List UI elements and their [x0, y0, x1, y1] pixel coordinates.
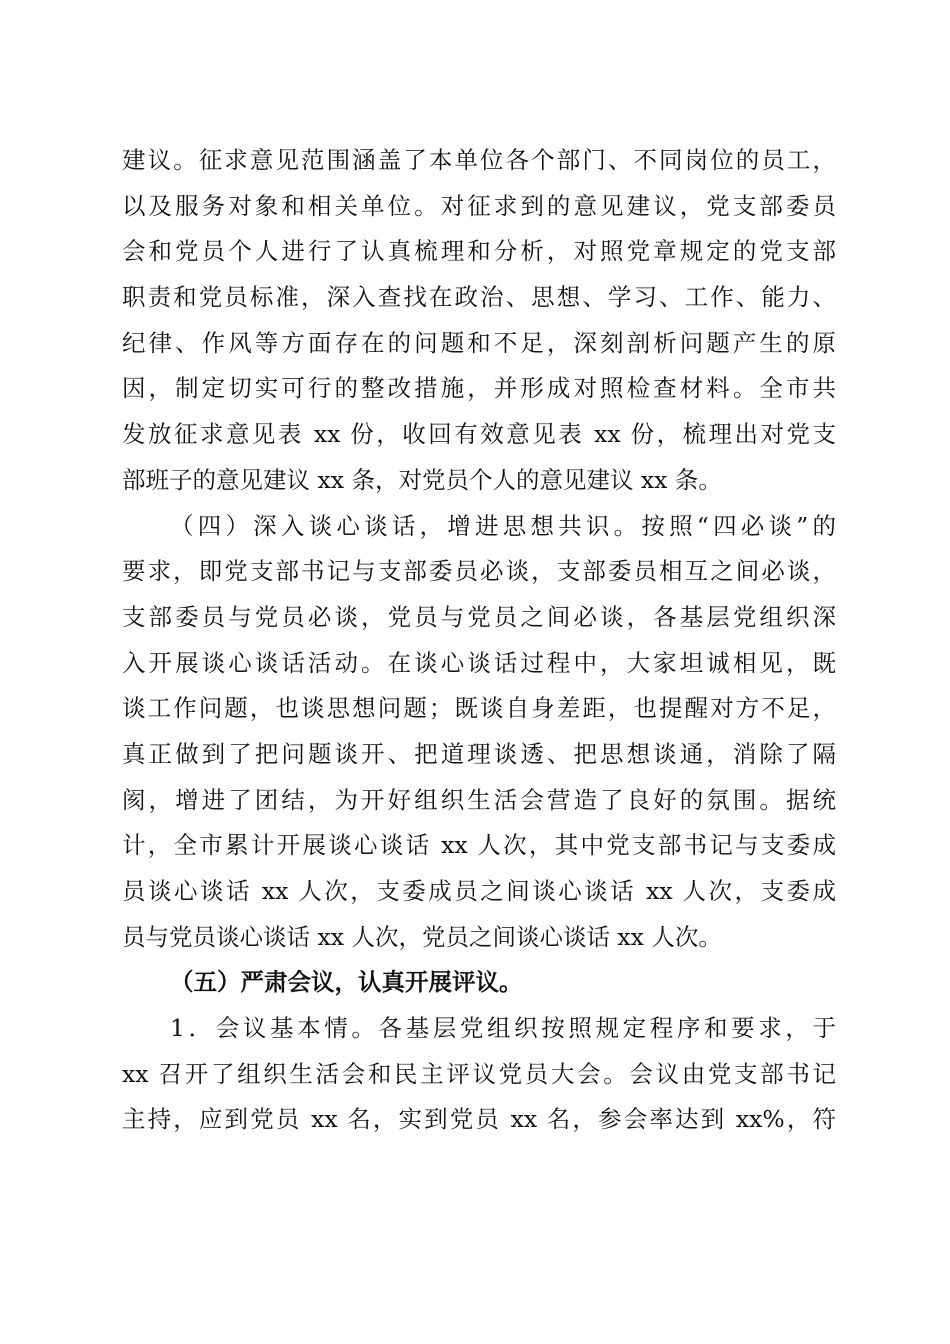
text-line: 因，制定切实可行的整改措施，并形成对照检查材料。全市共	[122, 374, 836, 403]
text-line: 计，全市累计开展谈心谈话 xx 人次，其中党支部书记与支委成	[122, 831, 836, 860]
text-line: 真正做到了把问题谈开、把道理谈透、把思想谈通，消除了隔	[122, 739, 836, 768]
document-page	[122, 138, 836, 1143]
text-line: 会和党员个人进行了认真梳理和分析，对照党章规定的党支部	[122, 237, 836, 266]
text-line: 主持，应到党员 xx 名，实到党员 xx 名，参会率达到 xx%，符	[122, 1105, 836, 1134]
text-line: 部班子的意见建议 xx 条，对党员个人的意见建议 xx 条。	[122, 465, 722, 494]
text-line: 发放征求意见表 xx 份，收回有效意见表 xx 份，梳理出对党支	[122, 420, 836, 449]
text-line: xx 召开了组织生活会和民主评议党员大会。会议由党支部书记	[122, 1059, 836, 1088]
text-line: 以及服务对象和相关单位。对征求到的意见建议，党支部委员	[122, 191, 836, 220]
section-four-heading-line: （四）深入谈心谈话，增进思想共识。按照“四必谈”的	[170, 511, 836, 540]
text-line: 谈工作问题，也谈思想问题；既谈自身差距，也提醒对方不足，	[122, 694, 836, 723]
text-line: 纪律、作风等方面存在的问题和不足，深刻剖析问题产生的原	[122, 328, 836, 357]
text-line: 职责和党员标准，深入查找在政治、思想、学习、工作、能力、	[122, 283, 836, 312]
text-line: 员与党员谈心谈话 xx 人次，党员之间谈心谈话 xx 人次。	[122, 922, 722, 951]
section-five-heading: （五）严肃会议，认真开展评议。	[170, 968, 523, 997]
text-line: 建议。征求意见范围涵盖了本单位各个部门、不同岗位的员工，	[122, 146, 836, 174]
text-line: 入开展谈心谈话活动。在谈心谈话过程中，大家坦诚相见，既	[122, 648, 836, 677]
text-line: 要求，即党支部书记与支部委员必谈，支部委员相互之间必谈，	[122, 557, 836, 586]
text-line: 员谈心谈话 xx 人次，支委成员之间谈心谈话 xx 人次，支委成	[122, 877, 836, 905]
text-line: 支部委员与党员必谈，党员与党员之间必谈，各基层党组织深	[122, 602, 836, 631]
text-line: 阂，增进了团结，为开好组织生活会营造了良好的氛围。据统	[122, 785, 836, 814]
item-one-line: 1．会议基本情。各基层党组织按照规定程序和要求，于	[170, 1014, 836, 1043]
